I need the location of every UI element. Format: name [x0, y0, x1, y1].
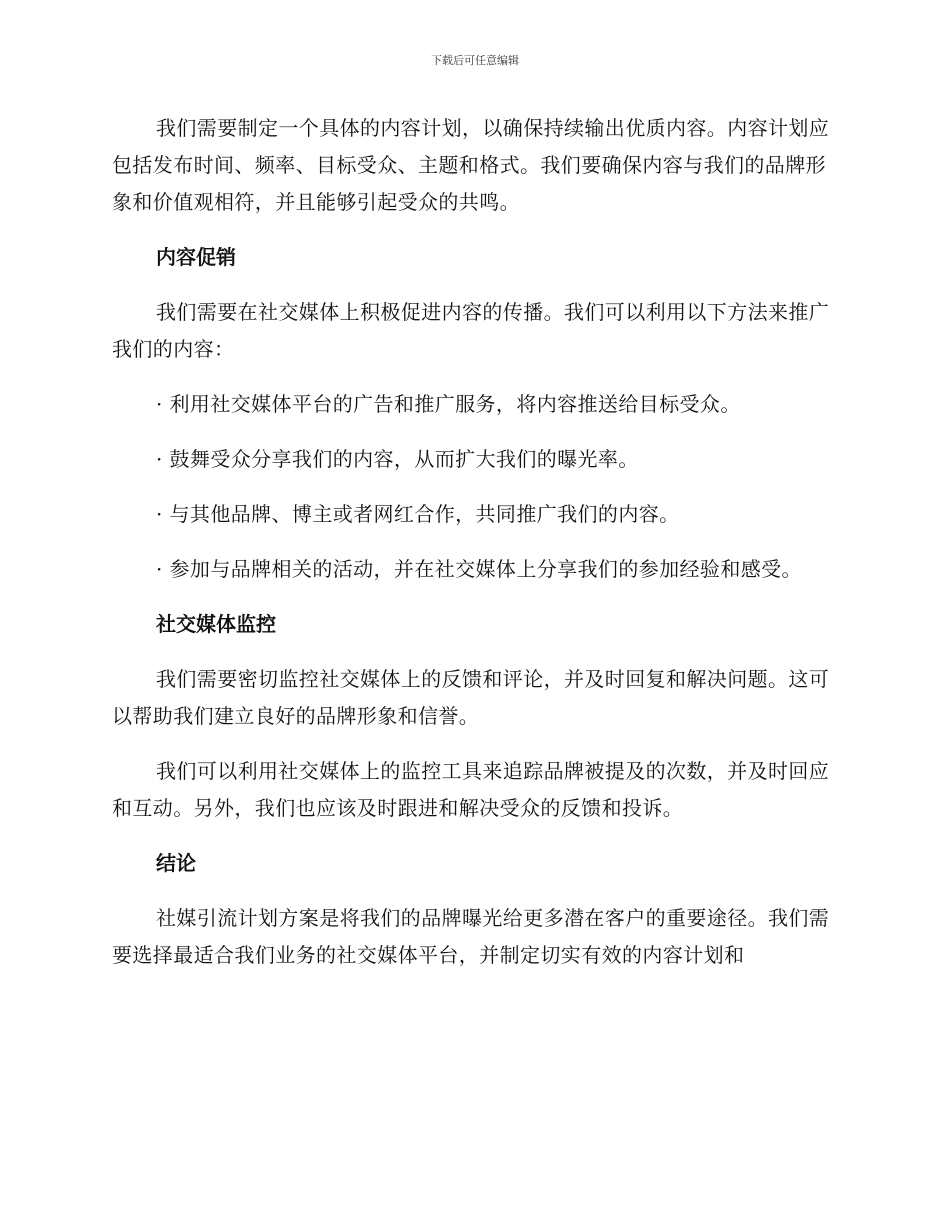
section-heading-conclusion: 结论: [156, 851, 196, 875]
bullet-item-share: · 鼓舞受众分享我们的内容，从而扩大我们的曝光率。: [156, 447, 639, 471]
paragraph-monitoring-tools: 我们可以利用社交媒体上的监控工具来追踪品牌被提及的次数，并及时回应和互动。另外，我们也应该及时跟进和解决受众的反馈和投诉。: [112, 759, 830, 820]
bullet-item-ads: · 利用社交媒体平台的广告和推广服务，将内容推送给目标受众。: [156, 392, 741, 416]
paragraph-monitoring-feedback: 我们需要密切监控社交媒体上的反馈和评论，并及时回复和解决问题。这可以帮助我们建立良好的品牌形象和信誉。: [112, 667, 830, 728]
section-heading-content-promotion: 内容促销: [156, 245, 236, 269]
bullet-item-events: · 参加与品牌相关的活动，并在社交媒体上分享我们的参加经验和感受。: [156, 557, 802, 581]
section-heading-monitoring: 社交媒体监控: [156, 612, 276, 636]
document-body: [112, 110, 832, 992]
page-header-text: 下载后可任意编辑: [431, 54, 519, 67]
paragraph-promotion-intro: 我们需要在社交媒体上积极促进内容的传播。我们可以利用以下方法来推广我们的内容：: [112, 300, 830, 361]
paragraph-content-plan: 我们需要制定一个具体的内容计划，以确保持续输出优质内容。内容计划应包括发布时间、频率、目标受众、主题和格式。我们要确保内容与我们的品牌形象和价值观相符，并且能够引起受众的共鸣。: [112, 116, 830, 214]
bullet-item-collaborate: · 与其他品牌、博主或者网红合作，共同推广我们的内容。: [156, 502, 680, 526]
paragraph-conclusion: 社媒引流计划方案是将我们的品牌曝光给更多潜在客户的重要途径。我们需要选择最适合我们业务的社交媒体平台，并制定切实有效的内容计划和: [112, 906, 830, 967]
